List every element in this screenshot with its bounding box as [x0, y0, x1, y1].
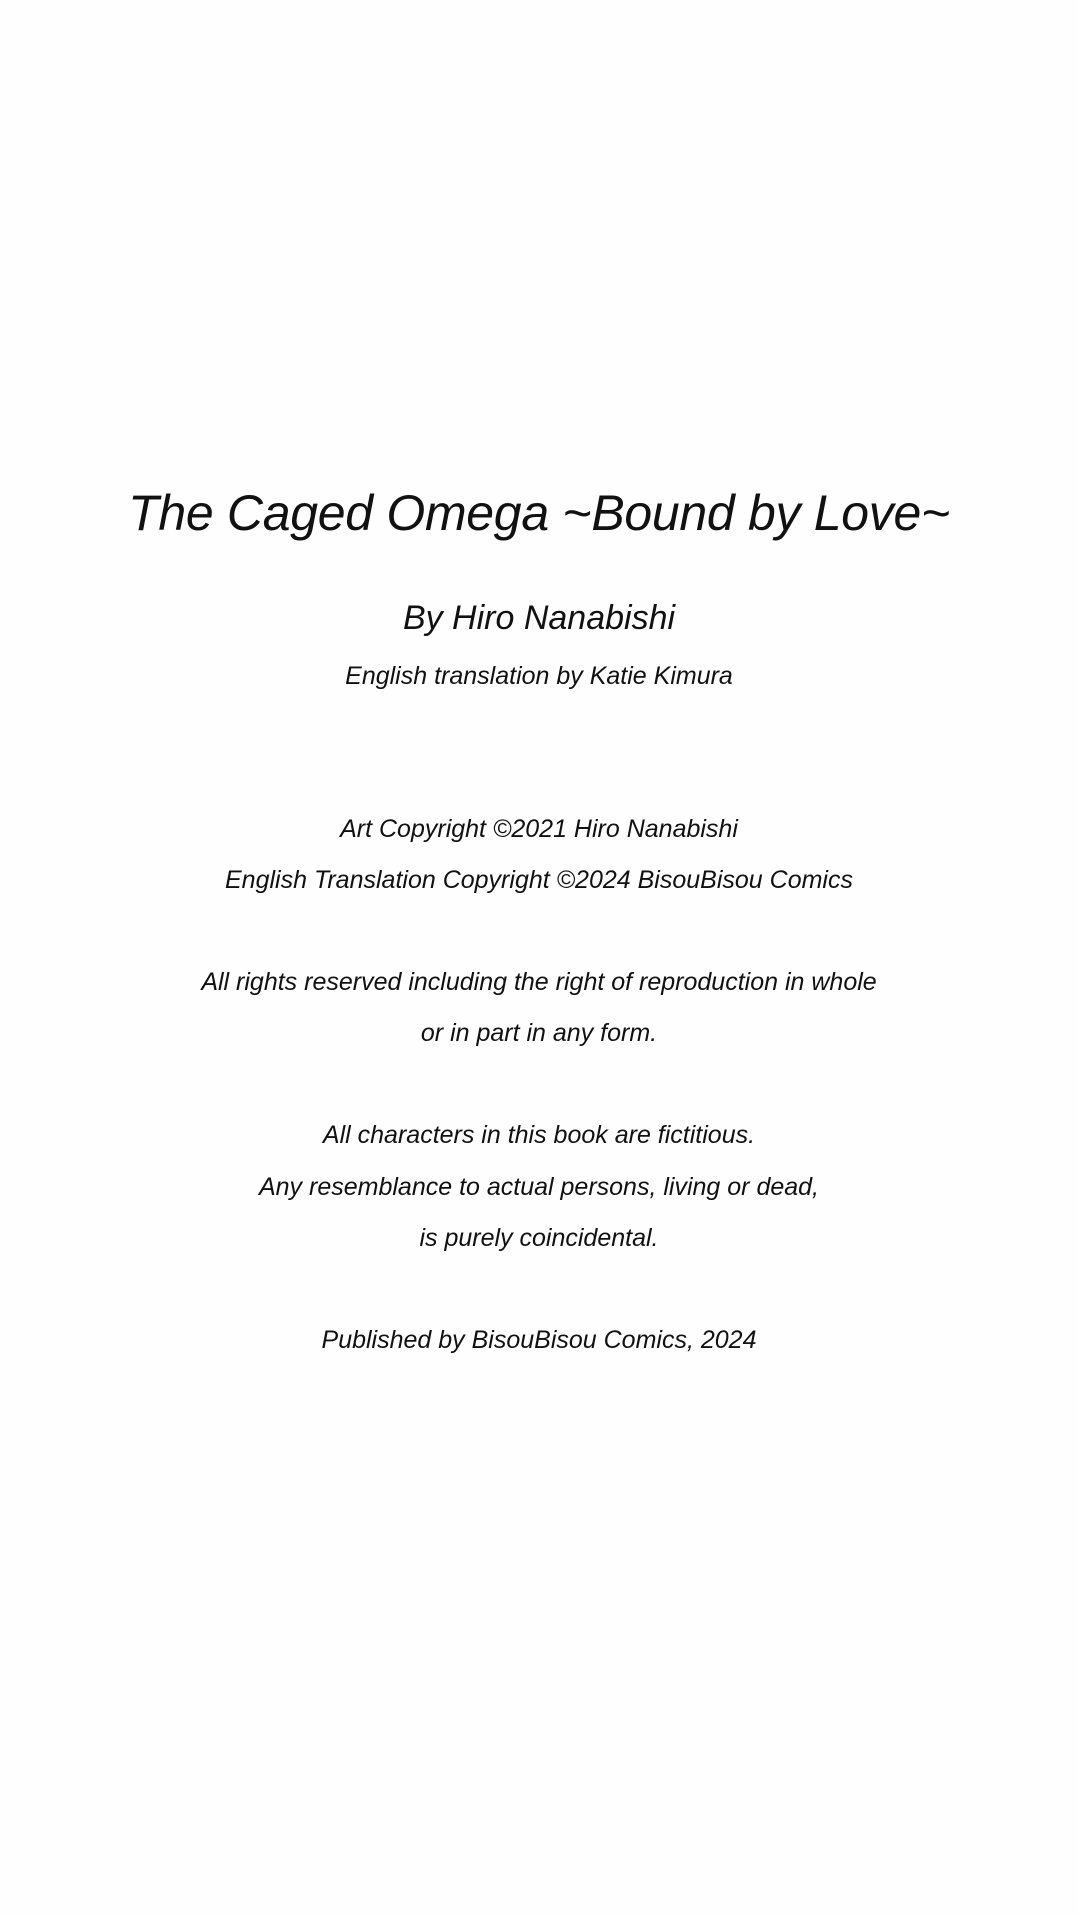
rights-notice-line: or in part in any form.	[420, 1019, 658, 1047]
fiction-disclaimer-line: All characters in this book are fictitious.	[322, 1121, 756, 1149]
translator-credit: English translation by Katie Kimura	[345, 662, 733, 690]
publisher-notice: Published by BisouBisou Comics, 2024	[321, 1326, 757, 1354]
author-credit: By Hiro Nanabishi	[402, 599, 676, 637]
fiction-disclaimer-line: is purely coincidental.	[419, 1224, 659, 1252]
rights-notice-line: All rights reserved including the right of reproduction in whole	[201, 968, 877, 996]
translation-copyright-notice: English Translation Copyright ©2024 BisouBisou Comics	[225, 866, 853, 894]
book-title: The Caged Omega ~Bound by Love~	[128, 485, 950, 541]
art-copyright-notice: Art Copyright ©2021 Hiro Nanabishi	[340, 815, 738, 843]
fiction-disclaimer-line: Any resemblance to actual persons, living or dead,	[258, 1173, 820, 1201]
